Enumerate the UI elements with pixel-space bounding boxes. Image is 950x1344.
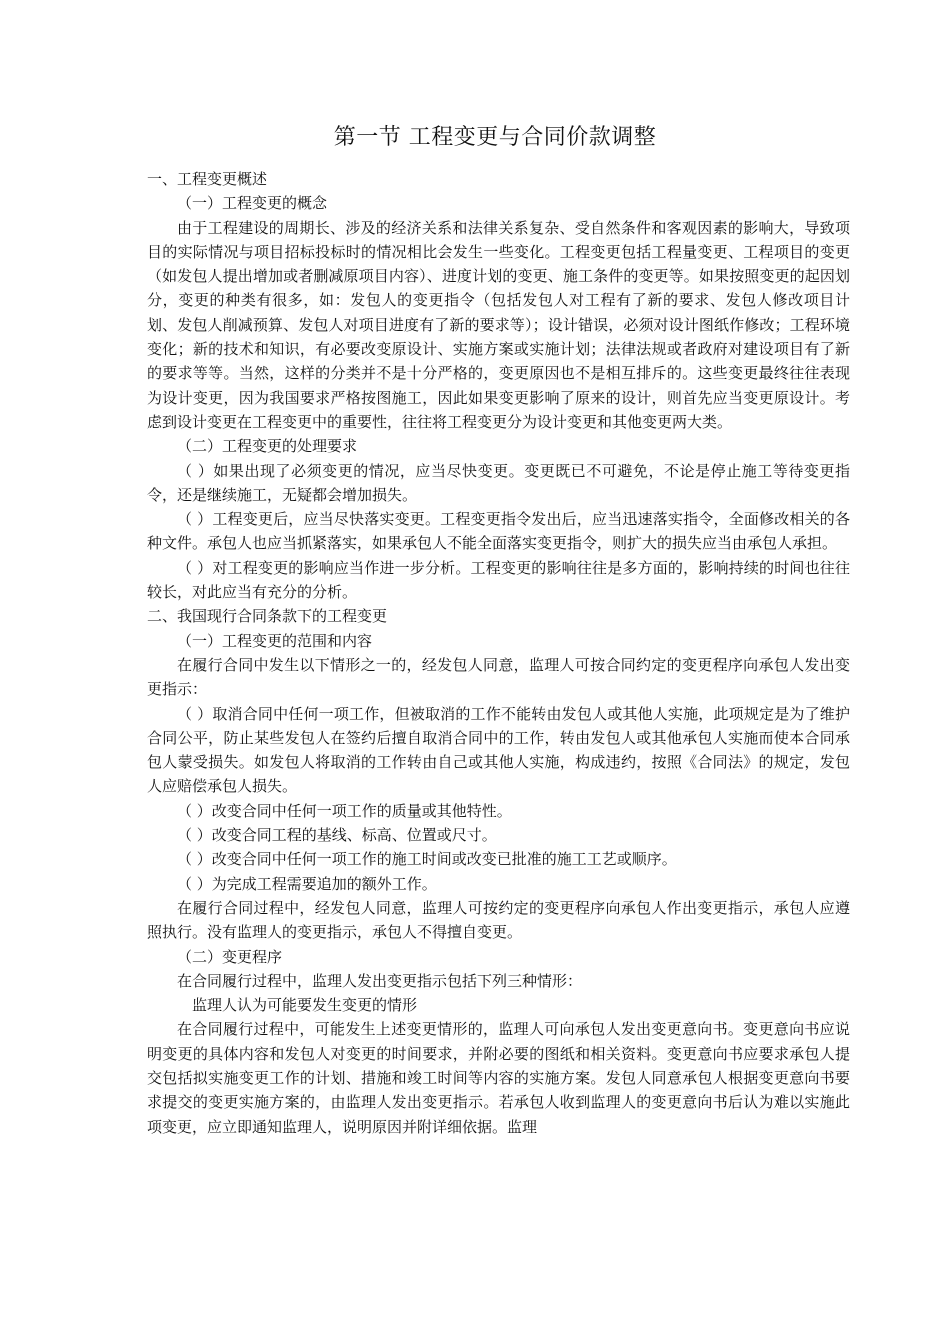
paragraph: 在履行合同中发生以下情形之一的，经发包人同意，监理人可按合同约定的变更程序向承包人发出变更指示： [147,655,850,699]
paragraph: （ ）改变合同中任何一项工作的施工时间或改变已批准的施工工艺或顺序。 [177,850,677,869]
paragraph: （ ）对工程变更的影响应当作进一步分析。工程变更的影响往往是多方面的，影响持续的时间也往往较长，对此应当有充分的分析。 [147,558,850,602]
paragraph: 由于工程建设的周期长、涉及的经济关系和法律关系复杂、受自然条件和客观因素的影响大，导致项目的实际情况与项目招标投标时的情况相比会发生一些变化。工程变更包括工程量变更、工程项目的变更（如发包人提出增加或者删减原项目内容）、进度计划的变更、施工条件的变更等。如果按照变更的起因划分，变更的种类有很多，如：发包人的变更指令（包括发包人对工程有了新的要求、发包人修改项目计划、发包人削减预算、发包人对项目进度有了新的要求等）；设计错误，必须对设计图纸作修改；工程环境变化；新的技术和知识，有必要改变原设计、实施方案或实施计划；法律法规或者政府对建设项目有了新的要求等等。当然，这样的分类并不是十分严格的，变更原因也不是相互排斥的。这些变更最终往往表现为设计变更，因为我国要求严格按图施工，因此如果变更影响了原来的设计，则首先应当变更原设计。考虑到设计变更在工程变更中的重要性，往往将工程变更分为设计变更和其他变更两大类。 [147,218,850,431]
subsection-heading: （一）工程变更的范围和内容 [177,631,373,650]
document-body [147,167,850,1139]
paragraph: 在合同履行过程中，监理人发出变更指示包括下列三种情形： [177,971,583,990]
paragraph: 在合同履行过程中，可能发生上述变更情形的，监理人可向承包人发出变更意向书。变更意向书应说明变更的具体内容和发包人对变更的时间要求，并附必要的图纸和相关资料。变更意向书应要求承包人提交包括拟实施变更工作的计划、措施和竣工时间等内容的实施方案。发包人同意承包人根据变更意向书要求提交的变更实施方案的，由监理人发出变更指示。若承包人收到监理人的变更意向书后认为难以实施此项变更，应立即通知监理人，说明原因并附详细依据。监理 [147,1020,850,1136]
sub-heading: 监理人认为可能要发生变更的情形 [192,996,418,1015]
paragraph: （ ）取消合同中任何一项工作，但被取消的工作不能转由发包人或其他人实施，此项规定是为了维护合同公平，防止某些发包人在签约后擅自取消合同中的工作，转由发包人或其他承包人实施而使本合同承包人蒙受损失。如发包人将取消的工作转由自己或其他人实施，构成违约，按照《合同法》的规定，发包人应赔偿承包人损失。 [147,704,850,796]
paragraph: （ ）为完成工程需要追加的额外工作。 [177,874,437,893]
paragraph: 在履行合同过程中，经发包人同意，监理人可按约定的变更程序向承包人作出变更指示，承包人应遵照执行。没有监理人的变更指示，承包人不得擅自变更。 [147,898,850,942]
paragraph: （ ）改变合同中任何一项工作的质量或其他特性。 [177,801,512,820]
section-heading: 一、工程变更概述 [147,170,268,188]
subsection-heading: （一）工程变更的概念 [177,194,328,213]
section-heading: 二、我国现行合同条款下的工程变更 [147,607,388,626]
paragraph: （ ）改变合同工程的基线、标高、位置或尺寸。 [177,826,497,845]
paragraph: （ ）如果出现了必须变更的情况，应当尽快变更。变更既已不可避免，不论是停止施工等待变更指令，还是继续施工，无疑都会增加损失。 [147,461,850,504]
subsection-heading: （二）变更程序 [177,947,283,966]
subsection-heading: （二）工程变更的处理要求 [177,437,358,456]
section-title: 第一节 工程变更与合同价款调整 [333,125,657,150]
paragraph: （ ）工程变更后，应当尽快落实变更。工程变更指令发出后，应当迅速落实指令，全面修改相关的各种文件。承包人也应当抓紧落实，如果承包人不能全面落实变更指令，则扩大的损失应当由承包人承担。 [147,510,850,553]
